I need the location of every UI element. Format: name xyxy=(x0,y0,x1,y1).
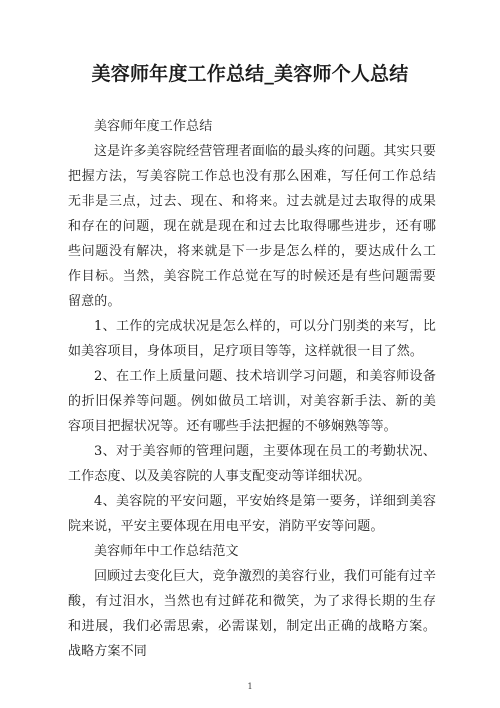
section-heading: 美容师年中工作总结范文 xyxy=(94,544,239,559)
section-heading: 美容师年度工作总结 xyxy=(94,119,213,134)
document-body xyxy=(68,114,436,664)
paragraph: 4、美容院的平安问题，平安始终是第一要务，详细到美容院来说，平安主要体现在用电平安，消防平安等问题。 xyxy=(68,494,436,534)
document-title: 美容师年度工作总结_美容师个人总结 xyxy=(91,63,409,85)
paragraph: 1、工作的完成状况是怎么样的，可以分门别类的来写，比如美容项目，身体项目，足疗项目等等，这样就很一目了然。 xyxy=(68,319,436,359)
paragraph: 回顾过去变化巨大，竞争激烈的美容行业，我们可能有过辛酸，有过泪水，当然也有过鲜花和微笑，为了求得长期的生存和进展，我们必需思索，必需谋划，制定出正确的战略方案。战略方案不同 xyxy=(68,569,436,659)
page-number: 1 xyxy=(247,682,253,691)
paragraph: 3、对于美容师的管理问题，主要体现在员工的考勤状况、工作态度、以及美容院的人事支配变动等详细状况。 xyxy=(68,444,436,484)
paragraph: 2、在工作上质量问题、技术培训学习问题，和美容师设备的折旧保养等问题。例如做员工培训，对美容新手法、新的美容项目把握状况等。还有哪些手法把握的不够娴熟等等。 xyxy=(68,369,436,434)
paragraph: 这是许多美容院经营管理者面临的最头疼的问题。其实只要把握方法，写美容院工作总也没有那么困难，写任何工作总结无非是三点，过去、现在、和将来。过去就是过去取得的成果和存在的问题，现在就是现在和过去比取得哪些进步，还有哪些问题没有解决，将来就是下一步是怎么样的，要达成什么工作目标。当然，美容院工作总觉在写的时候还是有些问题需要留意的。 xyxy=(68,144,436,309)
